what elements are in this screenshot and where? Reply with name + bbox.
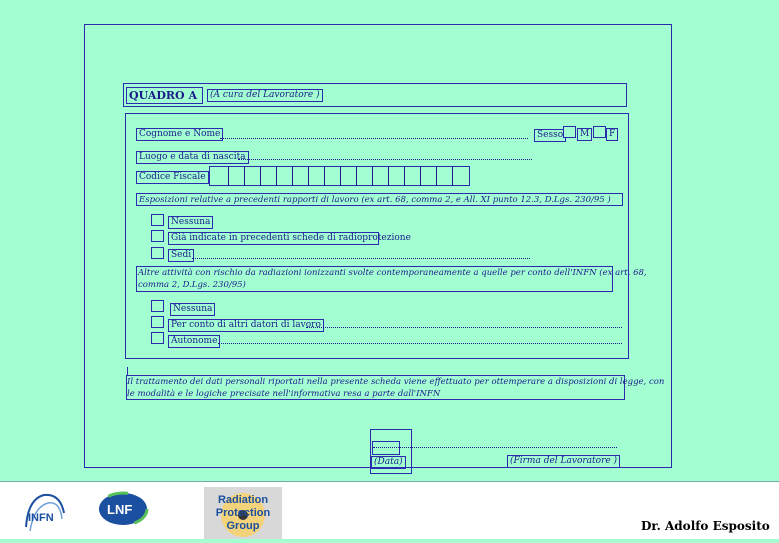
- esposizioni-sedi-checkbox[interactable]: [151, 247, 164, 259]
- altre-header-line1: Altre attività con rischio da radiazioni ionizzanti svolte contemporaneamente a quelle per conto dell'INFN (ex art. 68,: [138, 268, 647, 278]
- sesso-f-checkbox[interactable]: [593, 126, 606, 138]
- privacy-line1: Il trattamento dei dati personali riportati nella presente scheda viene effettuato per ottemperare a disposizioni di legge, con: [127, 377, 665, 387]
- altre-altri-datori-field[interactable]: [306, 327, 622, 328]
- esposizioni-nessuna-checkbox[interactable]: [151, 214, 164, 226]
- cf-cell: [453, 167, 468, 186]
- cf-cell: [421, 167, 437, 186]
- rpg-line2: Protection: [215, 507, 271, 519]
- infn-logo: [18, 487, 71, 539]
- quadro-title: QUADRO A: [129, 89, 197, 102]
- signature-line[interactable]: [373, 447, 617, 448]
- luogo-data-field[interactable]: [238, 159, 532, 160]
- altre-altri-datori-checkbox[interactable]: [151, 316, 164, 328]
- cognome-nome-label: Cognome e Nome: [136, 128, 223, 141]
- sesso-m-checkbox[interactable]: [563, 126, 576, 138]
- cf-cell: [341, 167, 357, 186]
- cf-cell: [229, 167, 245, 186]
- altre-nessuna-label: Nessuna: [170, 303, 215, 316]
- esposizioni-sedi-field[interactable]: [192, 258, 530, 259]
- data-label: (Data): [371, 456, 406, 469]
- codice-fiscale-label: Codice Fiscale: [136, 171, 209, 184]
- cf-cell: [261, 167, 277, 186]
- codice-fiscale-field[interactable]: [209, 166, 470, 186]
- cf-cell: [277, 167, 293, 186]
- rpg-line3: Group: [226, 520, 260, 532]
- esposizioni-nessuna-label: Nessuna: [168, 216, 213, 229]
- cf-cell: [213, 167, 229, 186]
- altre-altri-datori-label: Per conto di altri datori di lavoro: [168, 319, 324, 332]
- lnf-logo: [96, 491, 150, 527]
- data-inner-box: [372, 441, 400, 455]
- altre-autonome-field[interactable]: [218, 343, 622, 344]
- privacy-line2: le modalità e le logiche precisate nell'informativa resa a parte dall'INFN: [127, 389, 441, 399]
- cf-cell: [309, 167, 325, 186]
- esposizioni-gia-indicate-label: Già indicate in precedenti schede di radioprotezione: [168, 232, 379, 245]
- altre-nessuna-checkbox[interactable]: [151, 300, 164, 312]
- esposizioni-header: Esposizioni relative a precedenti rapporti di lavoro (ex art. 68, comma 2, e All. XI punto 12.3, D.Lgs. 230/95 ): [139, 195, 611, 205]
- altre-autonome-label: Autonome: [168, 335, 220, 348]
- cf-cell: [293, 167, 309, 186]
- cf-cell: [245, 167, 261, 186]
- sesso-label: Sesso: [534, 129, 566, 142]
- altre-autonome-checkbox[interactable]: [151, 332, 164, 344]
- quadro-subtitle: (A cura del Lavoratore ): [207, 89, 323, 102]
- privacy-marker: [127, 367, 129, 375]
- esposizioni-gia-indicate-checkbox[interactable]: [151, 230, 164, 242]
- rpg-logo: [204, 487, 282, 539]
- author-name: Dr. Adolfo Esposito: [641, 519, 770, 533]
- cognome-nome-field[interactable]: [220, 138, 528, 139]
- firma-label: (Firma del Lavoratore ): [507, 455, 620, 468]
- cf-cell: [437, 167, 453, 186]
- rpg-line1: Radiation: [217, 494, 269, 506]
- sesso-f-label: F: [606, 128, 618, 141]
- sesso-m-label: M: [577, 128, 592, 141]
- lnf-logo-text: LNF: [107, 502, 133, 517]
- cf-cell: [389, 167, 405, 186]
- cf-cell: [357, 167, 373, 186]
- esposizioni-sedi-label: Sedi: [168, 249, 194, 262]
- cf-cell: [405, 167, 421, 186]
- cf-cell: [373, 167, 389, 186]
- infn-logo-text: INFN: [28, 512, 54, 524]
- luogo-data-label: Luogo e data di nascita: [136, 151, 249, 164]
- altre-header-line2: comma 2, D.Lgs. 230/95): [138, 280, 246, 290]
- cf-cell: [325, 167, 341, 186]
